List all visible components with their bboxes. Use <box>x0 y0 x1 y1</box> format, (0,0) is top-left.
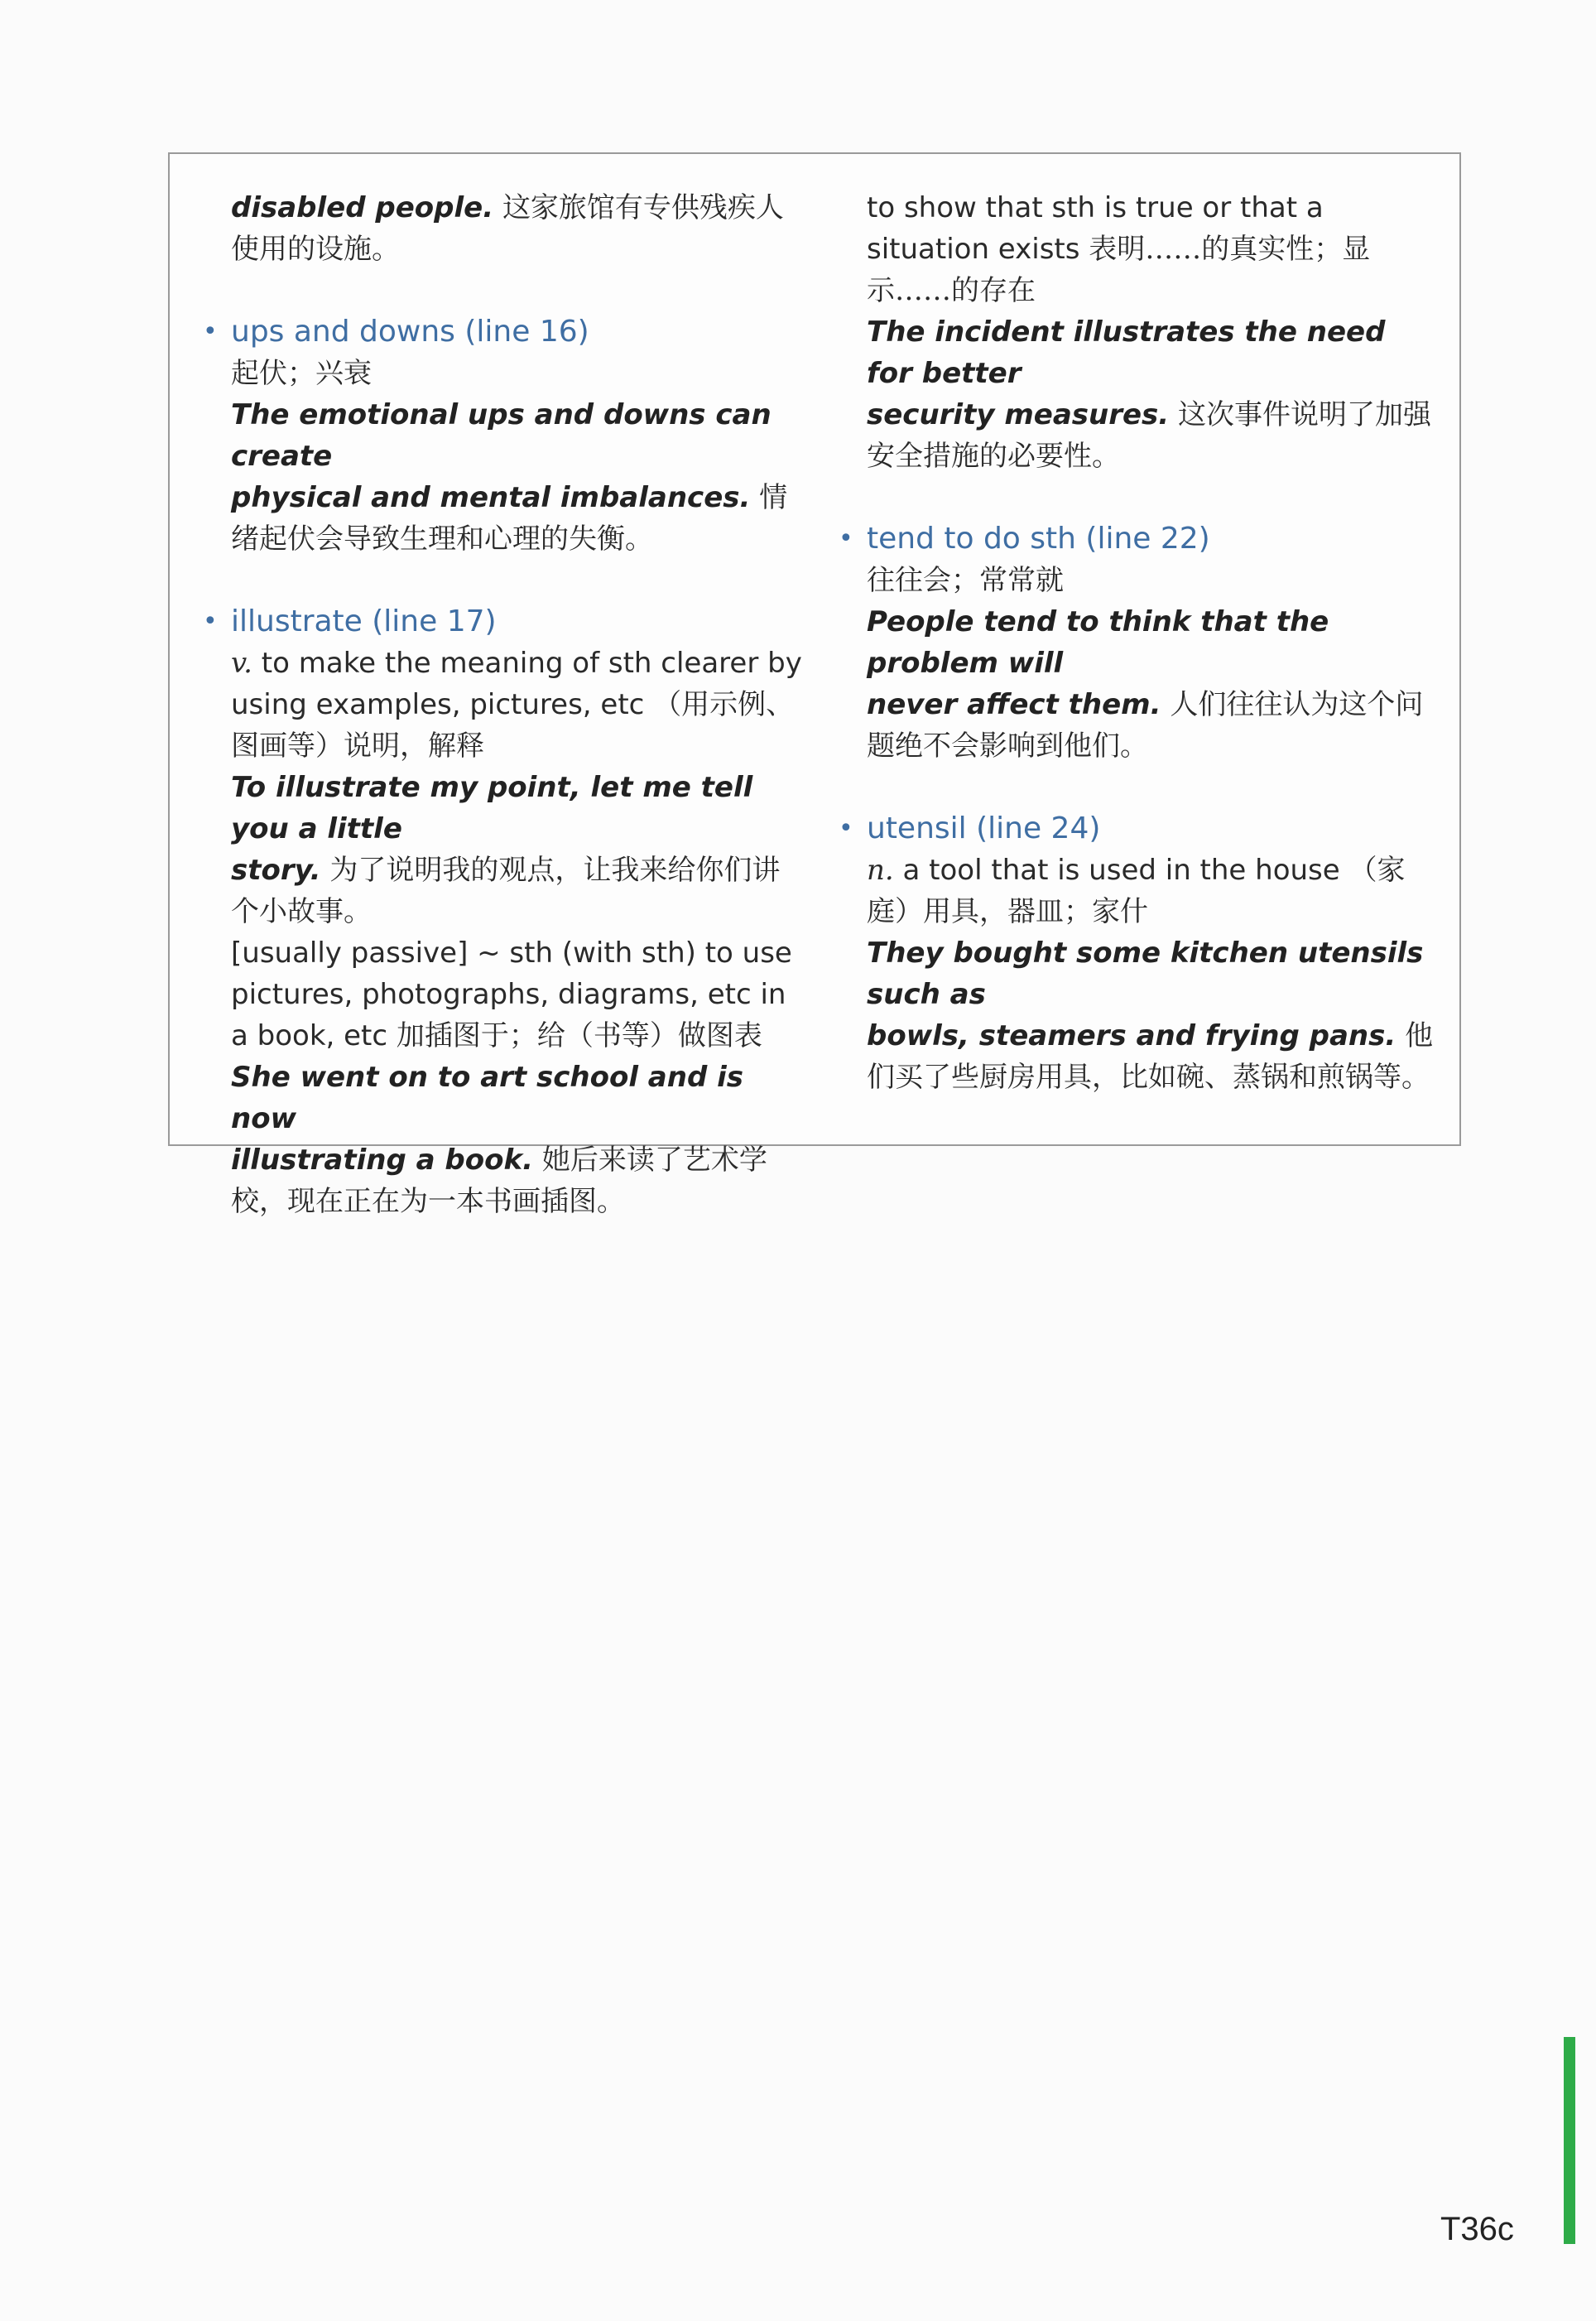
example-translation: 情绪起伏会导致生理和心理的失衡。 <box>231 481 788 556</box>
example-translation: 这次事件说明了加强安全措施的必要性。 <box>867 398 1431 473</box>
heading-text: ups and downs (line 16) <box>231 315 589 349</box>
vocabulary-box <box>168 152 1461 1218</box>
example-translation: 他们买了些厨房用具，比如碗、蒸锅和煎锅等。 <box>867 1019 1434 1094</box>
example-sentence: story. <box>231 854 321 887</box>
example-sentence: People tend to think that the problem will <box>867 605 1329 680</box>
example-sentence: physical and mental imbalances. <box>231 481 751 514</box>
definition-translation: （用示例、图画等）说明，解释 <box>231 688 795 763</box>
page-number: T36c <box>1440 2211 1514 2247</box>
bullet-icon: • <box>839 524 853 553</box>
definition-text: to show that sth is true or that a situation exists <box>867 191 1324 266</box>
entry-illustrate <box>203 601 802 1222</box>
definition-translation: 表明……的真实性；显示……的存在 <box>867 233 1371 307</box>
example-sentence: The incident illustrates the need for better <box>867 315 1386 390</box>
definition <box>867 187 1438 311</box>
example-line <box>867 394 1438 477</box>
example-sentence: security measures. <box>867 398 1170 431</box>
example-sentence: never affect them. <box>867 688 1161 721</box>
entry-heading <box>203 311 802 353</box>
bullet-icon: • <box>203 317 218 346</box>
definition: 起伏；兴衰 <box>231 357 372 390</box>
definition-translation: （家庭）用具，器皿；家什 <box>867 854 1406 928</box>
example-sentence: bowls, steamers and frying pans. <box>867 1019 1396 1052</box>
right-column <box>839 187 1438 1139</box>
example-sentence: She went on to art school and is now <box>231 1061 744 1135</box>
definition: 往往会；常常就 <box>867 564 1064 597</box>
definition-text: [usually passive] ~ sth (with sth) to use pictures, photographs, diagrams, etc in a book, etc <box>231 937 792 1052</box>
example-sentence: They bought some kitchen utensils such as <box>867 937 1424 1011</box>
example-line <box>867 1015 1438 1098</box>
definition <box>867 850 1438 932</box>
example-line <box>231 850 802 932</box>
example-sentence: To illustrate my point, let me tell you a little <box>231 771 753 845</box>
example-translation: 她后来读了艺术学校，现在正在为一本书画插图。 <box>231 1144 767 1218</box>
entry-heading <box>203 601 802 643</box>
entry-tend-to-do-sth <box>839 518 1438 767</box>
left-column <box>203 187 802 1264</box>
heading-text: tend to do sth (line 22) <box>867 522 1210 556</box>
entry-heading <box>839 808 1438 850</box>
example-line <box>231 1139 802 1222</box>
definition <box>231 643 802 767</box>
example-sentence: disabled people. <box>231 191 494 224</box>
bullet-icon: • <box>203 607 218 636</box>
entry-continued-left <box>231 187 802 270</box>
part-of-speech: v. <box>231 647 252 680</box>
example-line <box>867 684 1438 767</box>
example-sentence: The emotional ups and downs can create <box>231 398 772 473</box>
entry-ups-and-downs <box>203 311 802 560</box>
part-of-speech: n. <box>867 854 894 887</box>
entry-continued-right <box>867 187 1438 477</box>
definition-text: to make the meaning of sth clearer by using examples, pictures, etc <box>231 647 802 721</box>
definition-translation: 加插图于；给（书等）做图表 <box>396 1019 762 1052</box>
entry-utensil <box>839 808 1438 1098</box>
edge-tab-marker <box>1564 2037 1575 2244</box>
example-sentence: illustrating a book. <box>231 1144 534 1177</box>
example-translation: 为了说明我的观点，让我来给你们讲个小故事。 <box>231 854 781 928</box>
entry-heading <box>839 518 1438 560</box>
definition-text: a tool that is used in the house <box>902 854 1340 887</box>
example-translation: 这家旅馆有专供残疾人使用的设施。 <box>231 191 784 266</box>
definition-2 <box>231 932 802 1057</box>
heading-text: illustrate (line 17) <box>231 604 497 638</box>
heading-text: utensil (line 24) <box>867 811 1101 845</box>
bullet-icon: • <box>839 814 853 843</box>
example-translation: 人们往往认为这个问题绝不会影响到他们。 <box>867 688 1424 763</box>
